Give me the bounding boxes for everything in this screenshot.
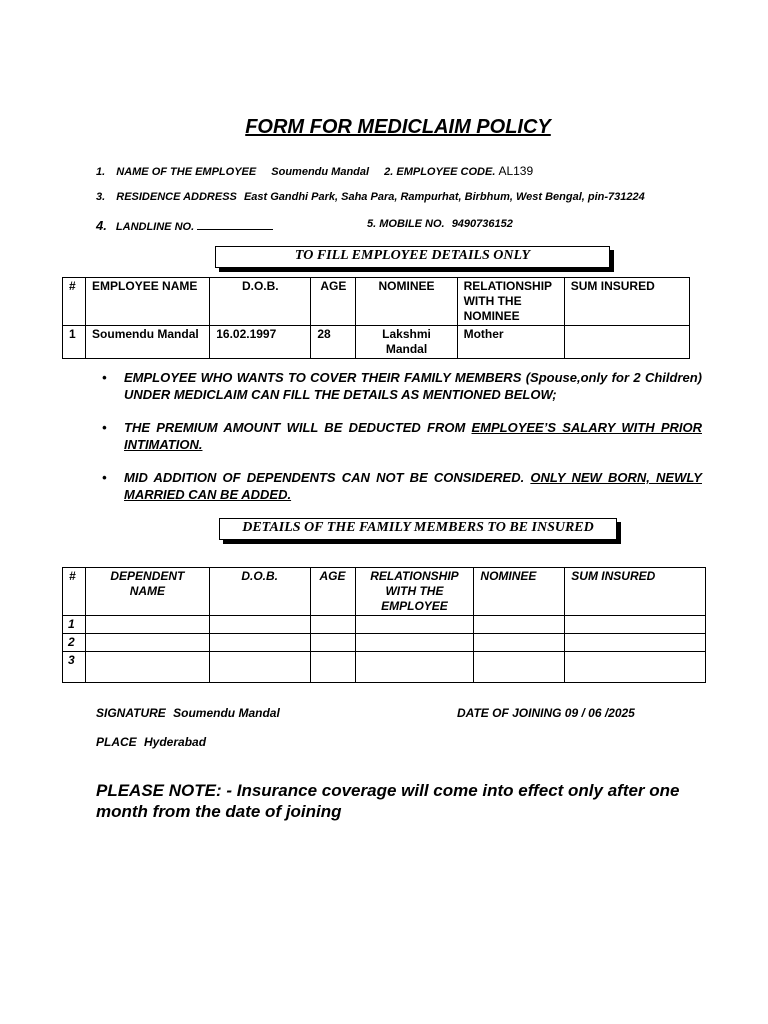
family-table-header-row [63,568,706,616]
signature-line [96,706,280,720]
table-row [63,616,706,634]
list-item [102,469,702,503]
row-number: 2 [63,634,86,652]
residence-address-label: RESIDENCE ADDRESS [116,191,237,203]
instructions-list [102,369,702,519]
col-header-sum-insured: SUM INSURED [564,278,689,326]
bullet-text: MID ADDITION OF DEPENDENTS CAN NOT BE CONSIDERED. [124,470,531,485]
col-header-sum-insured: SUM INSURED [565,568,706,616]
bullet-underlined-text: EMPLOYEE’S SALARY WITH PRIOR INTIMATION. [124,420,702,452]
field-line-1 [96,164,533,178]
dob-cell[interactable] [209,634,310,652]
date-of-joining-label: DATE OF JOINING [457,706,562,720]
please-note: PLEASE NOTE: - Insurance coverage will come into effect only after one month from the date of joining [96,781,680,821]
col-header-employee-name: EMPLOYEE NAME [86,278,210,326]
bullet-text: EMPLOYEE WHO WANTS TO COVER THEIR FAMILY MEMBERS (Spouse,only for 2 Children) UNDER MEDICLAIM CAN FILL THE DETAILS AS MENTIONED BELOW; [124,370,702,402]
bullet-underlined-text: ONLY NEW BORN, NEWLY MARRIED CAN BE ADDED. [124,470,702,502]
signature-label: SIGNATURE [96,706,166,720]
bullet-icon: • [102,420,107,435]
col-header-relationship: RELATIONSHIP WITH THE NOMINEE [457,278,564,326]
field-3-number: 3. [96,191,106,203]
row-number: 1 [63,616,86,634]
cell-number: 1 [63,326,86,359]
col-header-dob: D.O.B. [210,278,311,326]
col-header-number: # [63,568,86,616]
form-title: FORM FOR MEDICLAIM POLICY [245,116,551,138]
relationship-cell[interactable] [355,652,474,683]
col-header-nominee: NOMINEE [356,278,457,326]
employee-table [62,277,690,359]
bullet-text: THE PREMIUM AMOUNT WILL BE DEDUCTED FROM [124,420,472,435]
list-item [102,419,702,453]
landline-label: LANDLINE NO. [115,221,195,233]
table-row [63,652,706,683]
date-of-joining-line [457,706,635,720]
col-header-age: AGE [311,278,356,326]
cell-relationship: Mother [457,326,564,359]
bullet-icon: • [102,470,107,485]
dependent-name-cell[interactable] [85,652,209,683]
cell-nominee: Lakshmi Mandal [356,326,457,359]
field-line-4 [96,218,273,233]
bullet-icon: • [102,370,107,385]
nominee-cell[interactable] [474,634,565,652]
employee-code-label: 2. EMPLOYEE CODE. [384,166,496,178]
age-cell[interactable] [310,616,355,634]
employee-name-label: NAME OF THE EMPLOYEE [116,166,257,178]
col-header-dob: D.O.B. [209,568,310,616]
mobile-label: 5. MOBILE NO. [367,218,445,230]
col-header-age: AGE [310,568,355,616]
cell-age: 28 [311,326,356,359]
field-4-number: 4. [96,218,107,233]
place-line [96,735,206,749]
place-label: PLACE [96,735,137,749]
nominee-cell[interactable] [474,652,565,683]
list-item [102,369,702,403]
sum-insured-cell[interactable] [565,634,706,652]
col-header-relationship: RELATIONSHIP WITH THE EMPLOYEE [355,568,474,616]
dependent-name-cell[interactable] [85,634,209,652]
mobile-value: 9490736152 [451,218,513,230]
row-number: 3 [63,652,86,683]
signature-value: Soumendu Mandal [173,706,280,720]
cell-employee-name: Soumendu Mandal [86,326,210,359]
age-cell[interactable] [310,652,355,683]
employee-name-value: Soumendu Mandal [271,166,370,178]
relationship-cell[interactable] [355,634,474,652]
place-value: Hyderabad [144,735,207,749]
date-of-joining-value: 09 / 06 /2025 [564,706,635,720]
family-details-heading: DETAILS OF THE FAMILY MEMBERS TO BE INSURED [219,518,617,540]
landline-blank [197,221,273,230]
table-row [63,634,706,652]
dob-cell[interactable] [209,616,310,634]
employee-table-header-row [63,278,690,326]
table-row [63,326,690,359]
age-cell[interactable] [310,634,355,652]
col-header-nominee: NOMINEE [474,568,565,616]
field-line-5 [367,218,513,230]
cell-sum-insured [564,326,689,359]
employee-code-value: AL139 [498,164,534,178]
sum-insured-cell[interactable] [565,652,706,683]
field-1-number: 1. [96,166,106,178]
cell-dob: 16.02.1997 [210,326,311,359]
residence-address-value: East Gandhi Park, Saha Para, Rampurhat, Birbhum, West Bengal, pin-731224 [243,191,645,203]
family-table [62,567,706,683]
col-header-number: # [63,278,86,326]
nominee-cell[interactable] [474,616,565,634]
dependent-name-cell[interactable] [85,616,209,634]
col-header-dependent-name: DEPENDENT NAME [85,568,209,616]
field-line-3 [96,191,645,203]
employee-details-heading: TO FILL EMPLOYEE DETAILS ONLY [215,246,610,268]
sum-insured-cell[interactable] [565,616,706,634]
dob-cell[interactable] [209,652,310,683]
relationship-cell[interactable] [355,616,474,634]
